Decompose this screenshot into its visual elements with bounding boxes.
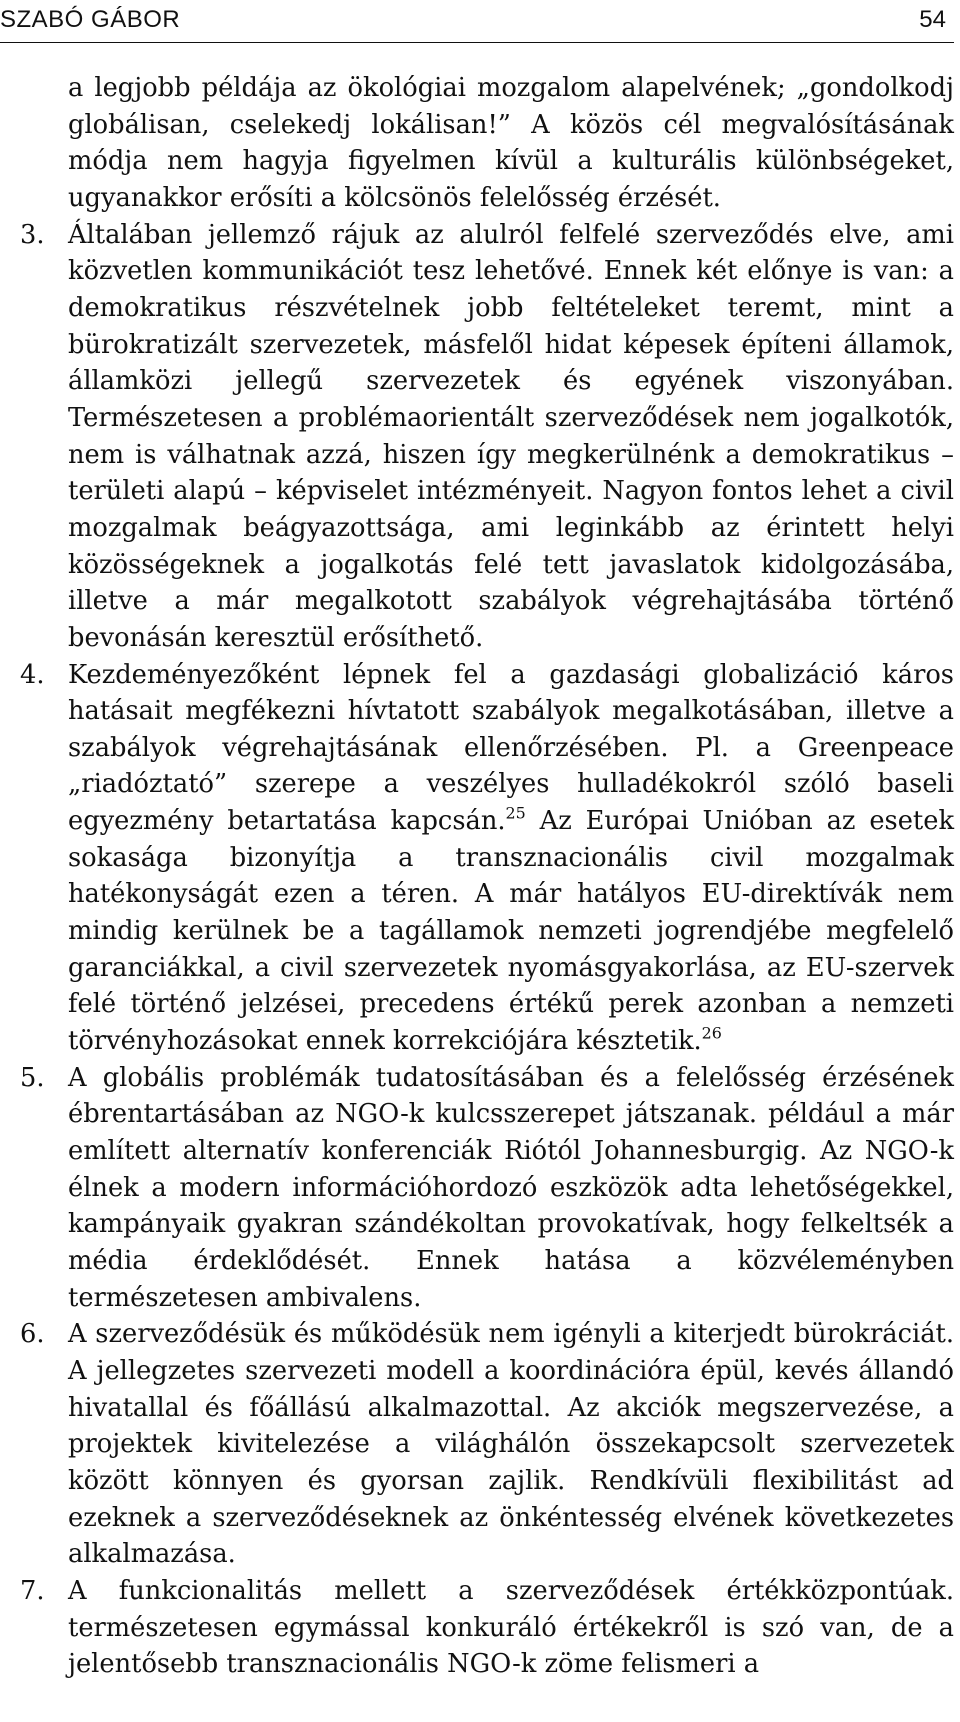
footnote-ref-25[interactable]: 25: [505, 803, 526, 823]
list-item-text: A szerveződésük és működésük nem igényli a kiterjedt bürokráciát. A jellegzetes szervezeti modell a koordinációra épül, kevés állandó hivatallal és főállású alkalmazottal. Az akciók megszervezése, a projektek kivitelezése a világhálón összekapcsolt szervezetek között könnyen és gyorsan zajlik. Rendkívüli flexibilitást ad ezeknek a szerveződéseknek az önkéntesség elvének következetes alkalmazása.: [68, 1319, 954, 1570]
list-item-text-part: Az Európai Unióban az esetek sokasága bizonyítja a transznacionális civil mozgalmak hatékonyságát ezen a téren. A már hatályos EU-direktívák nem mindig kerülnek be a tagállamok nemzeti jogrendjébe megfelelő garanciákkal, a civil szervezetek nyomásgyakorlása, az EU-szervek felé történő jelzései, precedens értékű perek azonban a nemzeti törvényhozásokat ennek korrekciójára késztetik.: [68, 806, 955, 1057]
list-item-4: [20, 657, 955, 1060]
list-item-3: [20, 217, 954, 657]
list-item-number: 7.: [20, 1575, 45, 1606]
page-number: 54: [919, 6, 946, 33]
page-body: [20, 70, 955, 1683]
list-item-number: 5.: [20, 1062, 45, 1093]
list-item-text-part: Kezdeményezőként lépnek fel a gazdasági globalizáció káros hatásait megfékezni hívtatott szabályok megalkotásában, illetve a szabályok végrehajtásának ellenőrzésében. Pl. a Greenpeace „riadóztató” szerepe a veszélyes hulladékokról szóló baseli egyezmény betartatása kapcsán.: [68, 659, 954, 837]
numbered-list: [20, 217, 955, 1683]
intro-paragraph: a legjobb példája az ökológiai mozgalom alapelvének; „gondolkodj globálisan, cselekedj lokálisan!” A közös cél megvalósításának módja nem hagyja figyelmen kívül a kulturális különbségeket, ugyanakkor erősíti a kölcsönös felelősség érzését.: [68, 73, 954, 213]
list-item-7: [20, 1573, 954, 1683]
list-item-text: A funkcionalitás mellett a szerveződések értékközpontúak. természetesen egymással konkuráló értékekről is szó van, de a jelentősebb transznacionális NGO-k zöme felismeri a: [68, 1575, 954, 1680]
running-header-author: SZABÓ GÁBOR: [0, 6, 181, 33]
list-item-text: A globális problémák tudatosításában és a felelősség érzésének ébrentartásában az NGO-k kulcsszerepet játszanak. például a már említett alternatív konferenciák Riótól Johannesburgig. Az NGO-k élnek a modern információhordozó eszközök adta lehetőségekkel, kampányaik gyakran szándékoltan provokatívak, hogy felkeltsék a média érdeklődését. Ennek hatása a közvéleményben természetesen ambivalens.: [68, 1062, 954, 1313]
list-item-text: [68, 657, 954, 1060]
footnote-ref-26[interactable]: 26: [701, 1023, 722, 1043]
running-header: [0, 0, 954, 43]
list-item-number: 3.: [20, 219, 45, 250]
list-item-6: [20, 1316, 954, 1573]
list-item-number: 4.: [20, 659, 45, 690]
list-item-5: [20, 1060, 954, 1317]
list-item-number: 6.: [20, 1319, 45, 1350]
list-item-text: Általában jellemző rájuk az alulról felfelé szerveződés elve, ami közvetlen kommunikációt tesz lehetővé. Ennek két előnye is van: a demokratikus részvételnek jobb feltételeket teremt, mint a bürokratizált szervezetek, másfelől hidat képesek építeni államok, államközi jellegű szervezetek és egyének viszonyában. Természetesen a problémaorientált szerveződések nem jogalkotók, nem is válhatnak azzá, hiszen így megkerülnénk a demokratikus – területi alapú – képviselet intézményeit. Nagyon fontos lehet a civil mozgalmak beágyazottsága, ami leginkább az érintett helyi közösségeknek a jogalkotás felé tett javaslatok kidolgozásába, illetve a már megalkotott szabályok végrehajtásába történő bevonásán keresztül erősíthető.: [68, 219, 954, 653]
